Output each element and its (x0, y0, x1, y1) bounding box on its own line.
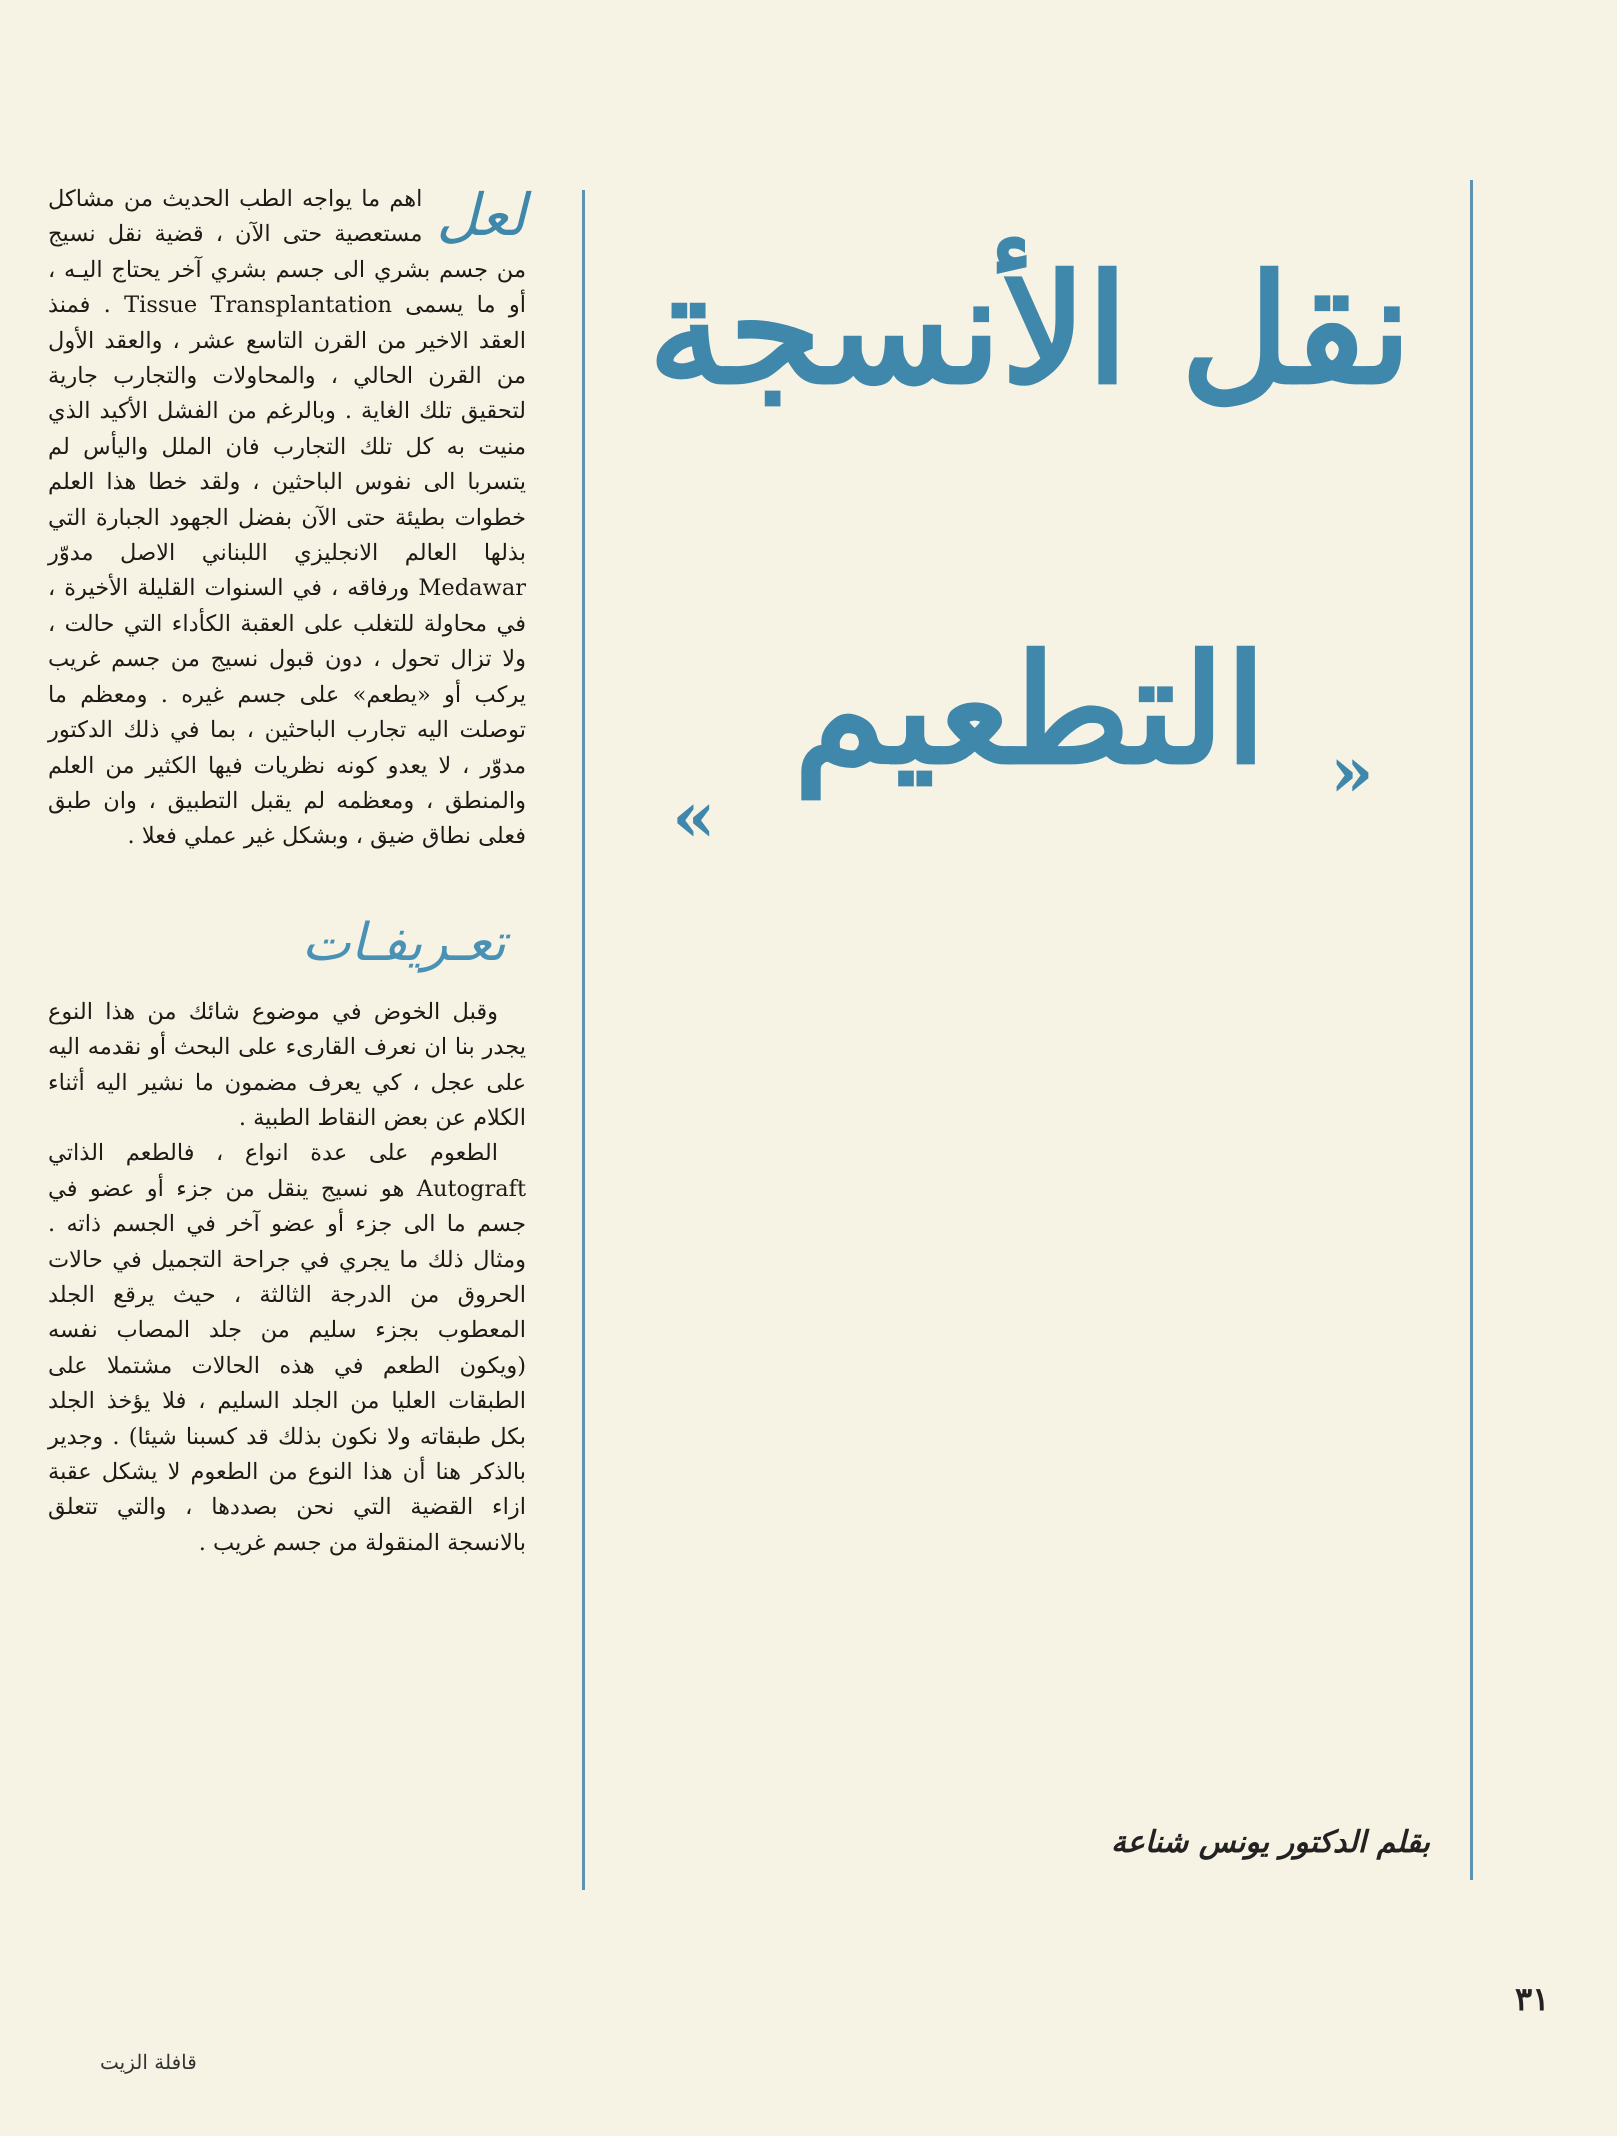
title-quote-close: « (672, 775, 716, 858)
drop-opener: لعل (436, 181, 526, 249)
paragraph-2: وقبل الخوض في موضوع شائك من هذا النوع يجدر بنا ان نعرف القارىء على البحث أو نقدمه اليه على عجل ، كي يعرف مضمون ما نشير اليه أثناء الكلام عن بعض النقاط الطبية . (48, 998, 526, 1131)
title-line-2: التطعيم (793, 622, 1267, 798)
author-byline: بقلم الدكتور يونس شناعة (1110, 1825, 1430, 1860)
page-number: ٣١ (1515, 1980, 1550, 2018)
title-quote-open: » (1330, 730, 1374, 813)
article-title (640, 170, 1440, 970)
article-body (48, 182, 526, 1561)
paragraph-1 (48, 182, 526, 855)
column-divider-left (582, 190, 585, 1890)
paragraph-1-text: اهم ما يواجه الطب الحديث من مشاكل مستعصية حتى الآن ، قضية نقل نسيج من جسم بشري الى جسم بشري آخر يحتاج اليـه ، أو ما يسمى Tissue Transplantation . فمنذ العقد الاخير من القرن التاسع عشر ، والعقد الأول من القرن الحالي ، والمحاولات والتجارب جارية لتحقيق تلك الغاية . وبالرغم من الفشل الأكيد الذي منيت به كل تلك التجارب فان الملل واليأس لم يتسربا الى نفوس الباحثين ، ولقد خطا هذا العلم خطوات بطيئة حتى الآن بفضل الجهود الجبارة التي بذلها العالم الانجليزي اللبناني الاصل مدوّر Medawar ورفاقه ، في السنوات القليلة الأخيرة ، في محاولة للتغلب على العقبة الكأداء التي حالت ، ولا تزال تحول ، دون قبول نسيج من جسم غريب يركب أو «يطعم» على جسم غيره . ومعظم ما توصلت اليه تجارب الباحثين ، بما في ذلك الدكتور مدوّر ، لا يعدو كونه نظريات فيها الكثير من العلم والمنطق ، ومعظمه لم يقبل التطبيق ، وان طبق فعلى نطاق ضيق ، وبشكل غير عملي فعلا . (48, 186, 526, 850)
title-line-1: نقل الأنسجة (648, 242, 1412, 418)
column-divider-right (1470, 180, 1473, 1880)
section-heading: تعـريفـات (301, 912, 506, 973)
magazine-name: قافلة الزيت (100, 2050, 197, 2074)
paragraph-3: الطعوم على عدة انواع ، فالطعم الذاتي Autograft هو نسيج ينقل من جزء أو عضو في جسم ما الى جزء أو عضو آخر في الجسم ذاته . ومثال ذلك ما يجري في جراحة التجميل في حالات الحروق من الدرجة الثالثة ، حيث يرقع الجلد المعطوب بجزء سليم من جلد المصاب نفسه (ويكون الطعم في هذه الحالات مشتملا على الطبقات العليا من الجلد السليم ، فلا يؤخذ الجلد بكل طبقاته ولا نكون بذلك قد كسبنا شيئا) . وجدير بالذكر هنا أن هذا النوع من الطعوم لا يشكل عقبة ازاء القضية التي نحن بصددها ، والتي تتعلق بالانسجة المنقولة من جسم غريب . (48, 1140, 526, 1556)
